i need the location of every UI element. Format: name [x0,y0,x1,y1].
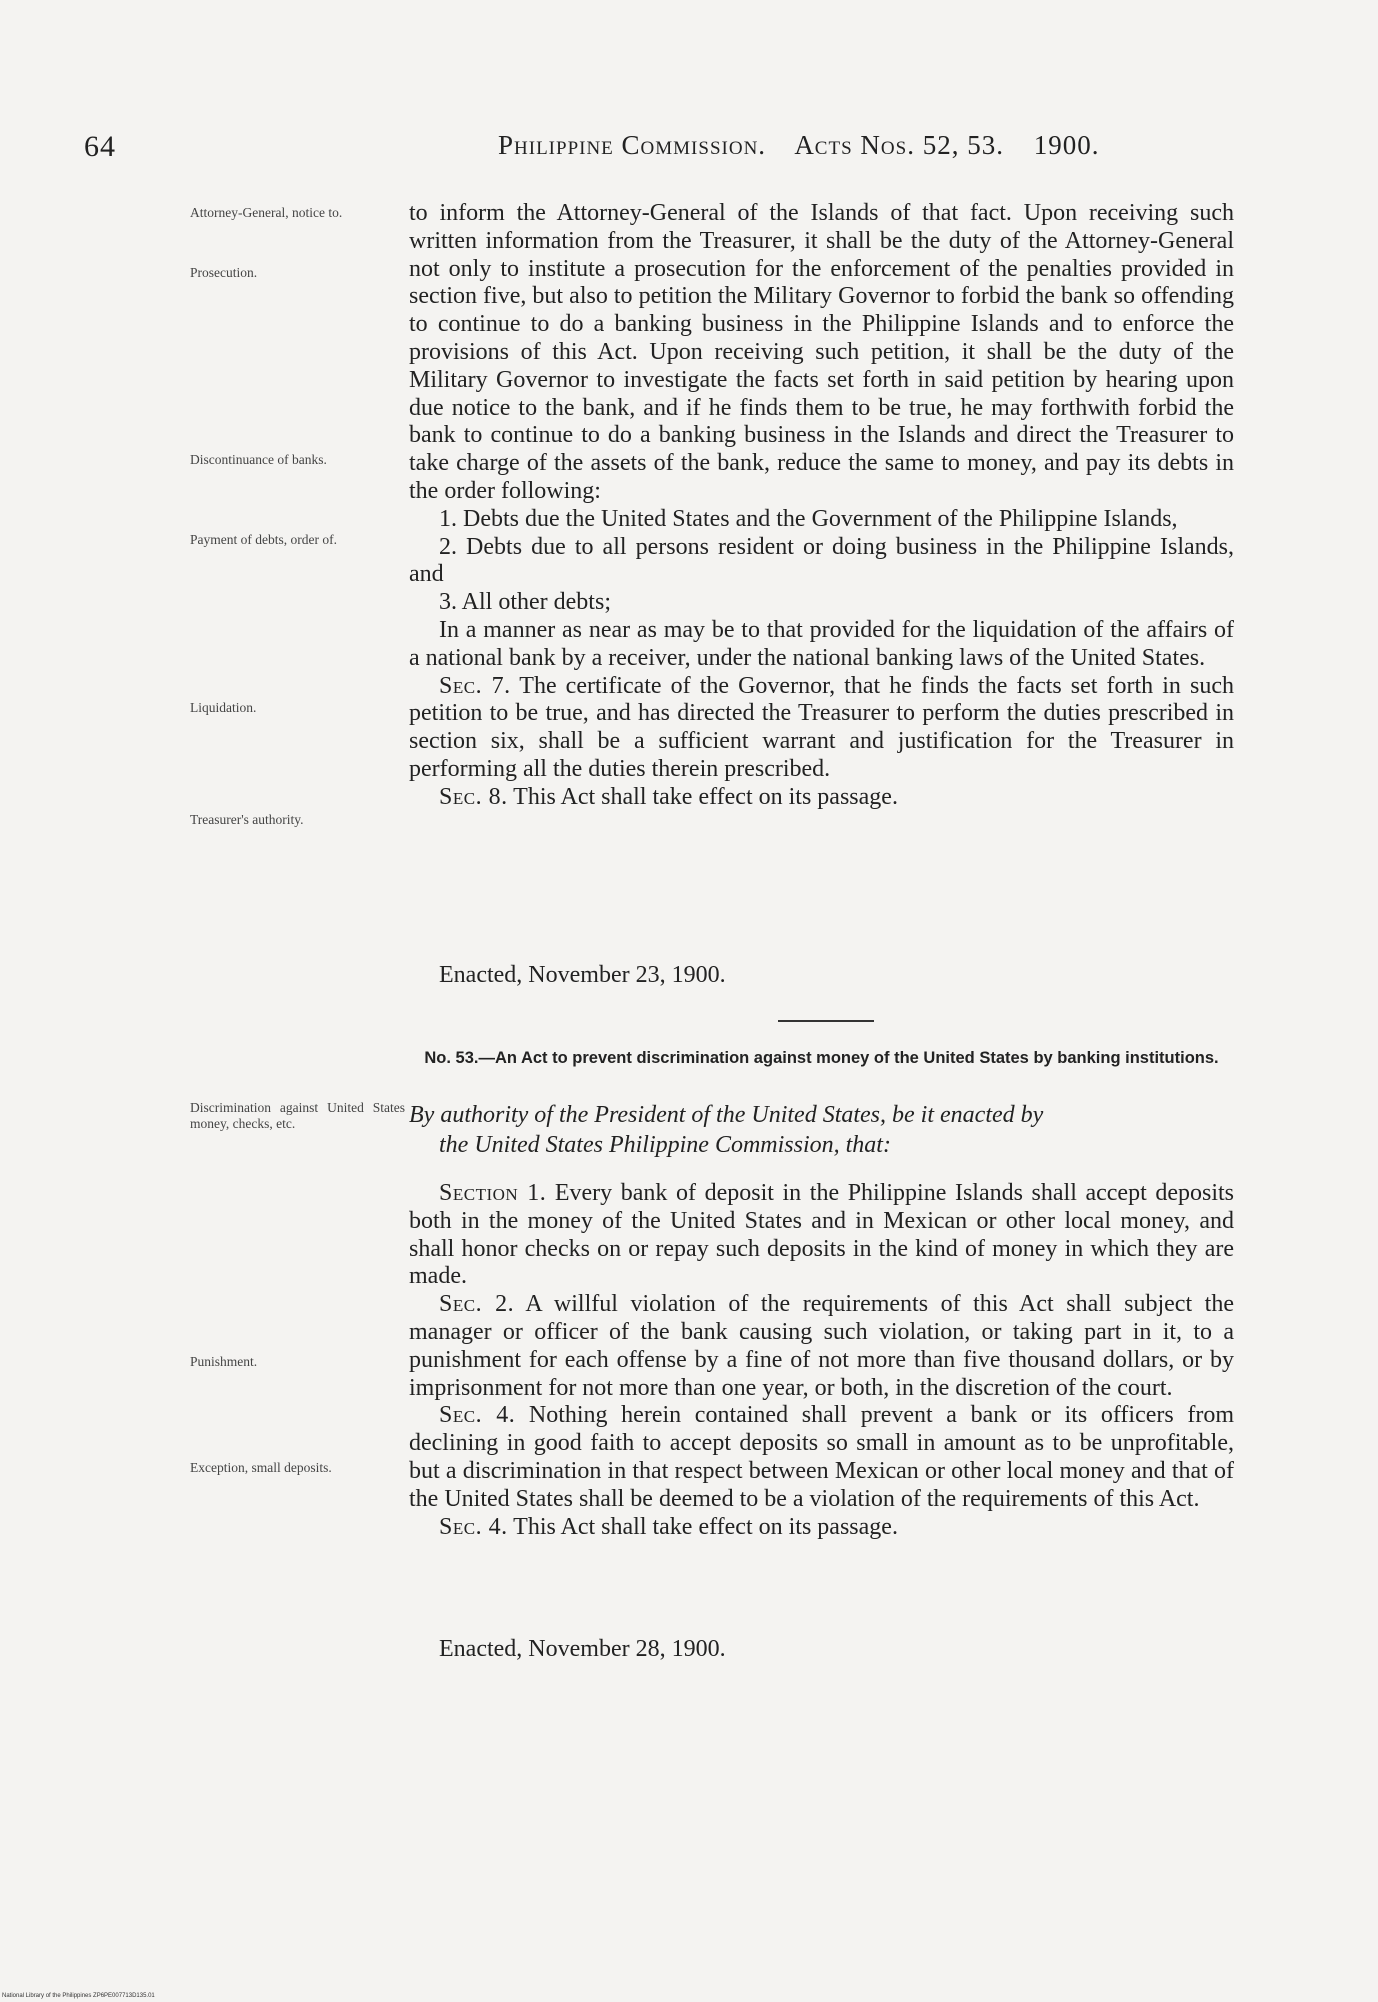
act53-section-1 [409,1180,1234,1291]
margin-note-prosecution: Prosecution. [190,265,258,280]
page-number: 64 [84,130,116,163]
section-3-label: Sec. 4. [439,1402,516,1429]
margin-note-punishment: Punishment. [190,1354,258,1369]
act52-list-item-2: 2. Debts due to all persons resident or doing business in the Philippine Islands, and [409,533,1234,588]
running-head-title: Philippine Commission. [498,130,767,160]
margin-note-discrimination: Discrimination against United States money, checks, etc. [190,1100,405,1131]
section-4-label: Sec. 4. [439,1513,508,1540]
section-1-text: Every bank of deposit in the Philippine Islands shall accept deposits both in the money of the United States and in Mexican or other local money, and shall honor checks on or repay such deposits in the kind of money in which they are made. [409,1180,1234,1290]
section-3-text: Nothing herein contained shall prevent a bank or its officers from declining in good faith to accept deposits so small in amount as to be unprofitable, but a discrimination in that respect between Mexican or other local money and that of the United States shall be deemed to be a violation of the requirements of this Act. [409,1402,1235,1512]
act53-enacted: Enacted, November 28, 1900. [439,1636,726,1662]
margin-note-payment: Payment of debts, order of. [190,532,337,547]
margin-note-liquidation: Liquidation. [190,700,257,715]
section-8-label: Sec. 8. [439,783,508,810]
enacting-clause-line-2: the United States Philippine Commission, that: [439,1132,891,1158]
act52-list-item-3: 3. All other debts; [439,589,611,616]
divider-rule [778,1020,874,1022]
section-8-text: This Act shall take effect on its passage. [513,783,898,810]
section-7-label: Sec. 7. [439,672,511,699]
act53-enacting-clause [409,1100,1234,1160]
act52-body [409,200,1234,812]
running-head-acts: Acts Nos. 52, 53. [794,130,1004,160]
section-7-text: The certificate of the Governor, that he finds the facts set forth in such petition to be true, and has directed the Treasurer to perform the duties prescribed in section six, shall be a sufficient warrant and justification for the Treasurer in performing all the duties therein prescribed. [409,672,1234,782]
act53-body [409,1180,1234,1541]
enacting-clause-line-1: By authority of the President of the United States, be it enacted by [409,1102,1044,1128]
footer-stamp: National Library of the Philippines ZP6PE007713D135.01 [2,1993,155,1999]
act53-section-2 [409,1291,1234,1402]
margin-note-discontinuance: Discontinuance of banks. [190,452,327,467]
act52-list-item-1: 1. Debts due the United States and the Government of the Philippine Islands, [439,505,1178,532]
margin-note-attorney-general: Attorney-General, notice to. [190,205,343,220]
act53-section-3 [409,1402,1234,1513]
section-2-text: A willful violation of the requirements of this Act shall subject the manager or officer of the bank causing such violation, or taking part in it, to a punishment for each offense by a fine of not more than five thousand dollars, or by imprisonment for not more than one year, or both, in the discretion of the court. [409,1291,1234,1401]
act53-heading: No. 53.—An Act to prevent discrimination against money of the United States by banking institutions. [424,1049,1219,1067]
section-2-label: Sec. 2. [439,1291,515,1318]
act52-section-8 [409,784,1234,812]
running-head [498,130,1121,161]
act52-section-7 [409,673,1234,784]
margin-note-exception: Exception, small deposits. [190,1460,332,1475]
margin-note-treasurer-authority: Treasurer's authority. [190,812,304,827]
section-1-label: Section 1. [439,1180,547,1206]
section-4-text: This Act shall take effect on its passage. [513,1513,898,1540]
act52-enacted: Enacted, November 23, 1900. [439,962,726,988]
running-head-year: 1900. [1033,130,1100,160]
act53-section-4 [409,1514,1234,1542]
act52-paragraph: to inform the Attorney-General of the Islands of that fact. Upon receiving such written information from the Treasurer, it shall be the duty of the Attorney-General not only to institute a prosecution for the enforcement of the penalties provided in section five, but also to petition the Military Governor to forbid the bank so offending to continue to do a banking business in the Philippine Islands and to enforce the provisions of this Act. Upon receiving such petition, it shall be the duty of the Military Governor to investigate the facts set forth in said petition by hearing upon due notice to the bank, and if he finds them to be true, he may forthwith forbid the bank to continue to do a banking business in the Islands and direct the Treasurer to take charge of the assets of the bank, reduce the same to money, and pay its debts in the order following: [409,200,1234,504]
act52-liquidation-paragraph: In a manner as near as may be to that provided for the liquidation of the affairs of a national bank by a receiver, under the national banking laws of the United States. [409,616,1234,671]
